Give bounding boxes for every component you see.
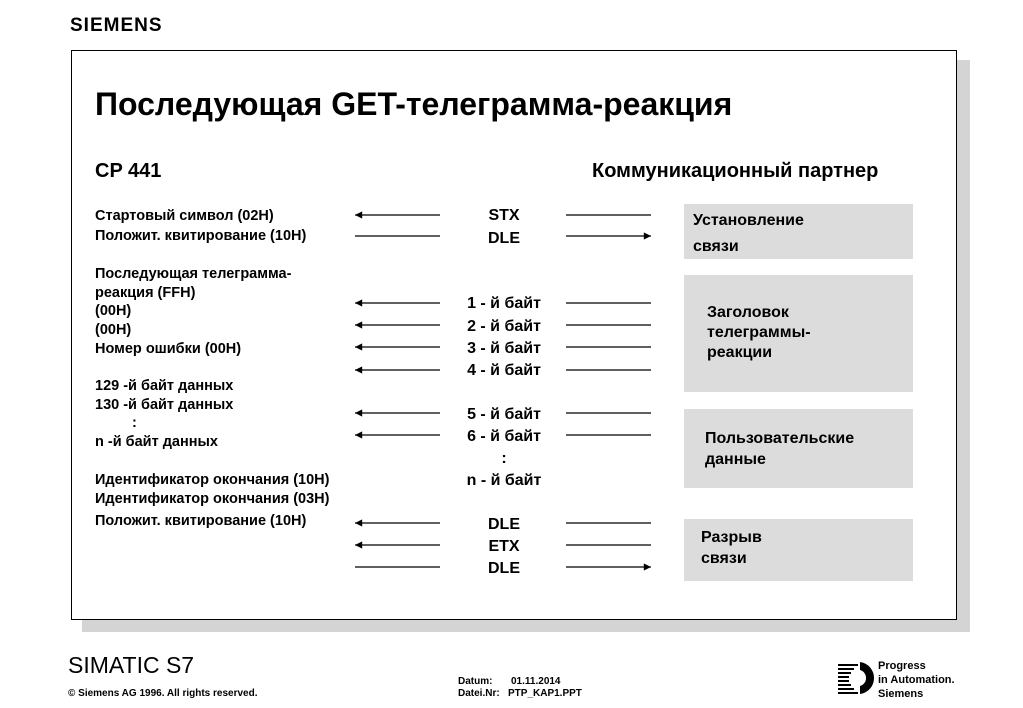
slogan-line-2: in Automation. [878, 674, 955, 686]
left-text-error-number: Номер ошибки (00H) [95, 341, 242, 357]
box-response-header-line1: Заголовок [707, 304, 789, 321]
siemens-logo: SIEMENS [70, 15, 163, 36]
left-text-start-symbol: Стартовый символ (02H) [95, 208, 274, 224]
center-label-dle-2: DLE [488, 516, 520, 533]
left-text-ack-2: Положит. квитирование (10H) [95, 513, 307, 529]
center-label-stx: STX [488, 207, 520, 224]
siemens-emblem-icon [836, 658, 876, 698]
center-label-byte-4: 4 - й байт [467, 362, 541, 379]
left-text-00h-2: (00H) [95, 322, 132, 338]
slogan-line-1: Progress [878, 660, 926, 672]
box-user-data-line2: данные [705, 451, 766, 468]
center-label-dle-1: DLE [488, 230, 520, 247]
left-text-end-id-03h: Идентификатор окончания (03H) [95, 491, 330, 507]
partner-header: Коммуникационный партнер [592, 160, 879, 182]
slogan-line-3: Siemens [878, 688, 924, 700]
center-label-dle-3: DLE [488, 560, 520, 577]
box-connection-setup-line2: связи [693, 238, 739, 255]
box-response-header-line3: реакции [707, 344, 773, 361]
left-text-ellipsis: : [132, 415, 137, 431]
center-label-byte-2: 2 - й байт [467, 318, 541, 335]
left-text-00h-1: (00H) [95, 303, 132, 319]
left-text-byte-129: 129 -й байт данных [95, 378, 234, 394]
copyright-text: © Siemens AG 1996. All rights reserved. [68, 688, 258, 699]
left-text-ack-1: Положит. квитирование (10H) [95, 228, 307, 244]
box-disconnect-line1: Разрыв [701, 529, 762, 546]
center-label-byte-6: 6 - й байт [467, 428, 541, 445]
box-user-data-line1: Пользовательские [705, 430, 855, 447]
left-text-end-id-10h: Идентификатор окончания (10H) [95, 472, 330, 488]
left-text-followup-2: реакция (FFH) [95, 285, 196, 301]
box-disconnect-line2: связи [701, 550, 747, 567]
simatic-s7-label: SIMATIC S7 [68, 652, 195, 678]
datei-value: PTP_KAP1.PPT [508, 688, 582, 699]
datum-value: 01.11.2014 [511, 676, 561, 687]
center-label-byte-3: 3 - й байт [467, 340, 541, 357]
center-label-byte-1: 1 - й байт [467, 295, 541, 312]
progress-slogan [878, 659, 955, 701]
slide-title: Последующая GET-телеграмма-реакция [95, 86, 733, 122]
center-label-byte-5: 5 - й байт [467, 406, 541, 423]
left-text-byte-130: 130 -й байт данных [95, 397, 234, 413]
center-label-ellipsis: : [501, 450, 507, 467]
left-text-followup-1: Последующая телеграмма- [95, 266, 292, 282]
left-text-byte-n: n -й байт данных [95, 434, 218, 450]
cp-441-header: CP 441 [95, 160, 162, 182]
center-label-etx: ETX [488, 538, 520, 555]
box-response-header-line2: телеграммы- [707, 324, 811, 341]
box-connection-setup-line1: Установление [693, 212, 804, 229]
datum-label: Datum: [458, 676, 493, 687]
center-label-byte-n: n - й байт [466, 472, 542, 489]
datei-label: Datei.Nr: [458, 688, 500, 699]
